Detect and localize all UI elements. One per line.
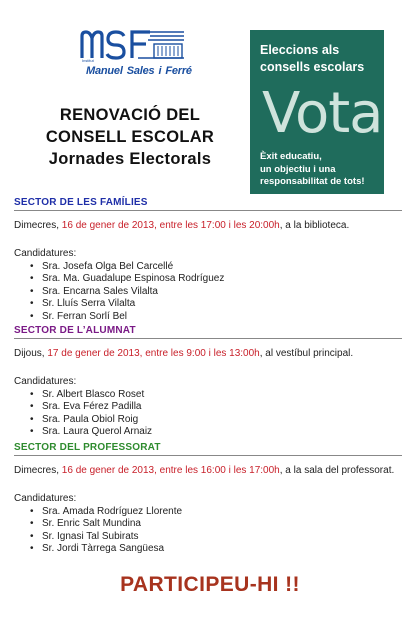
list-item: • Sr. Ferran Sorlí Bel [30, 311, 402, 323]
list-item: • Sra. Paula Obiol Roig [30, 414, 402, 426]
logo-small-label: Institut [82, 58, 94, 63]
schedule-day: Dimecres, [14, 220, 62, 231]
vote-big-word: Vota [262, 81, 383, 146]
vote-banner-heading [260, 42, 364, 76]
list-item: • Sr. Jordi Tàrrega Sangüesa [30, 543, 402, 555]
list-item: • Sra. Encarna Sales Vilalta [30, 286, 402, 298]
schedule-place: , a la sala del professorat. [279, 465, 395, 476]
section-schedule [14, 219, 402, 233]
list-item: • Sr. Enric Salt Mundina [30, 518, 402, 530]
vote-banner [250, 30, 384, 194]
candidates-label: Candidatures: [14, 248, 77, 259]
schedule-date: 16 de gener de 2013, entre les 17:00 i les 20:00h [61, 220, 280, 231]
vote-slogan-line: Èxit educatiu, [260, 151, 322, 162]
list-item: • Sr. Albert Blasco Roset [30, 389, 402, 401]
vote-banner-slogan [260, 151, 365, 189]
candidates-label: Candidatures: [14, 376, 77, 387]
list-item: • Sr. Lluís Serra Vilalta [30, 298, 402, 310]
list-item: • Sra. Laura Querol Arnaiz [30, 426, 402, 438]
candidate-list [14, 506, 402, 556]
logo-name-part: Manuel [86, 65, 123, 77]
title-line-1: RENOVACIÓ DEL [59, 106, 201, 124]
candidate-list [14, 261, 402, 323]
school-logo [78, 28, 194, 88]
logo-school-name [86, 65, 192, 77]
title-line-2: CONSELL ESCOLAR [45, 128, 215, 146]
candidates-label: Candidatures: [14, 493, 77, 504]
list-item: • Sr. Ignasi Tal Subirats [30, 531, 402, 543]
title-line-3: Jornades Electorals [48, 150, 212, 168]
schedule-day: Dimecres, [14, 465, 62, 476]
section-families [14, 197, 402, 323]
section-heading: SECTOR DE LES FAMÍLIES [14, 197, 402, 211]
call-to-action: PARTICIPEU-HI !! [120, 573, 300, 596]
list-item: • Sra. Josefa Olga Bel Carcellé [30, 261, 402, 273]
vote-heading-line: consells escolars [260, 60, 365, 74]
msf-logo-graphic [78, 28, 188, 62]
section-heading: SECTOR DEL PROFESSORAT [14, 442, 402, 456]
vote-heading-line: Eleccions als [260, 43, 340, 57]
page-title [14, 104, 246, 170]
section-schedule [14, 464, 402, 478]
logo-name-part: i [158, 65, 162, 77]
schedule-date: 16 de gener de 2013, entre les 16:00 i les 17:00h [61, 465, 280, 476]
vote-slogan-line: un objectiu i una [260, 163, 336, 175]
schedule-day: Dijous, [14, 348, 48, 359]
schedule-place: , a la biblioteca. [279, 220, 350, 231]
section-heading: SECTOR DE L’ALUMNAT [14, 325, 402, 339]
schedule-date: 17 de gener de 2013, entre les 9:00 i les 13:00h [47, 348, 260, 359]
logo-name-part: Sales [126, 65, 155, 77]
list-item: • Sra. Ma. Guadalupe Espinosa Rodríguez [30, 273, 402, 285]
list-item: • Sra. Amada Rodríguez Llorente [30, 506, 402, 518]
section-teachers [14, 442, 402, 556]
logo-name-part: Ferré [165, 65, 192, 77]
candidate-list [14, 389, 402, 439]
section-students [14, 325, 402, 439]
section-schedule [14, 347, 402, 361]
vote-slogan-line: responsabilitat de tots! [260, 176, 365, 187]
schedule-place: , al vestíbul principal. [259, 348, 354, 359]
list-item: • Sra. Eva Férez Padilla [30, 401, 402, 413]
